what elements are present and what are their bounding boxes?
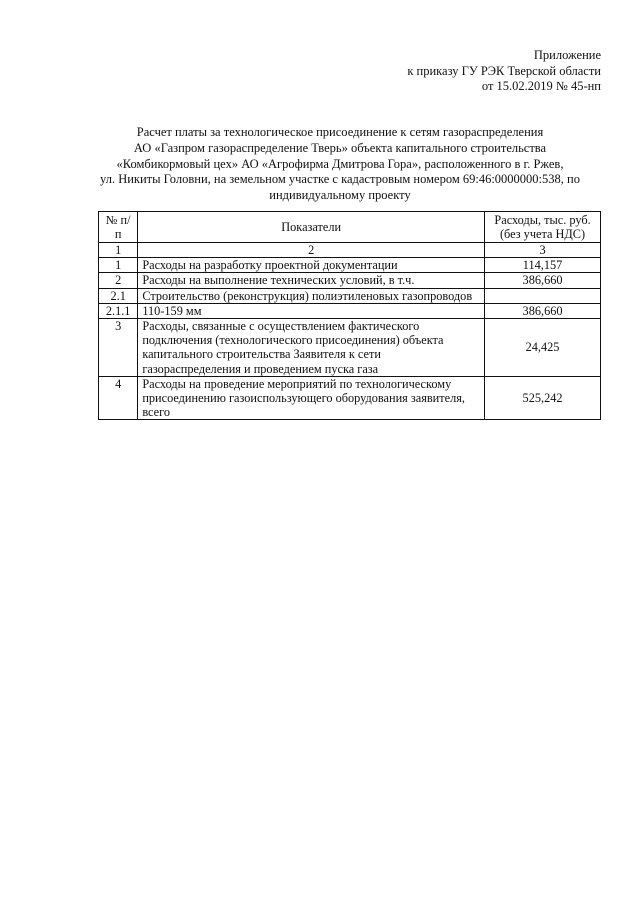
- row-name: Расходы, связанные с осуществлением фактического подключения (технологического присоединения) объекта капитального строительства Заявителя к сети газораспределения и проведением пуска газа: [138, 319, 485, 377]
- cost-table: [98, 211, 601, 420]
- title-line-4: ул. Никиты Головни, на земельном участке с кадастровым номером 69:46:0000000:538, по: [100, 172, 580, 187]
- header-num: № п/п: [99, 212, 138, 243]
- index-cell-3: 3: [485, 243, 601, 258]
- index-cell-1: 1: [99, 243, 138, 258]
- row-value: 24,425: [485, 319, 601, 377]
- table-row: [99, 273, 601, 288]
- row-name: Строительство (реконструкция) полиэтиленовых газопроводов: [138, 288, 485, 303]
- row-value: 525,242: [485, 376, 601, 420]
- table-row: [99, 303, 601, 318]
- title-line-3: «Комбикормовый цех» АО «Агрофирма Дмитрова Гора», расположенного в г. Ржев,: [116, 156, 564, 171]
- row-num: 2.1.1: [99, 303, 138, 318]
- row-value: [485, 288, 601, 303]
- title-line-1: Расчет платы за технологическое присоединение к сетям газораспределения: [136, 125, 544, 139]
- header-name: Показатели: [138, 212, 485, 243]
- table-header-row: [99, 212, 601, 243]
- row-value: 114,157: [485, 258, 601, 273]
- index-cell-2: 2: [138, 243, 485, 258]
- table-row: [99, 319, 601, 377]
- table-row: [99, 288, 601, 303]
- appendix-date: от 15.02.2019 № 45-нп: [481, 79, 601, 93]
- row-name: Расходы на проведение мероприятий по технологическому присоединению газоиспользующего оборудования заявителя, всего: [138, 376, 485, 420]
- header-value: Расходы, тыс. руб. (без учета НДС): [485, 212, 601, 243]
- title-line-2: АО «Газпром газораспределение Тверь» объекта капитального строительства: [133, 140, 547, 155]
- table-row: [99, 258, 601, 273]
- table-index-row: [99, 243, 601, 258]
- row-name: Расходы на выполнение технических условий, в т.ч.: [138, 273, 485, 288]
- appendix-reference: [407, 48, 601, 95]
- row-value: 386,660: [485, 303, 601, 318]
- row-name: 110-159 мм: [138, 303, 485, 318]
- row-name: Расходы на разработку проектной документации: [138, 258, 485, 273]
- row-value: 386,660: [485, 273, 601, 288]
- title-line-5: индивидуальному проекту: [269, 188, 411, 203]
- appendix-order: к приказу ГУ РЭК Тверской области: [407, 63, 601, 78]
- document-title: [80, 125, 600, 204]
- row-num: 3: [99, 319, 138, 377]
- row-num: 2.1: [99, 288, 138, 303]
- row-num: 2: [99, 273, 138, 288]
- appendix-label: Приложение: [533, 48, 601, 62]
- row-num: 4: [99, 376, 138, 420]
- row-num: 1: [99, 258, 138, 273]
- table-row: [99, 376, 601, 420]
